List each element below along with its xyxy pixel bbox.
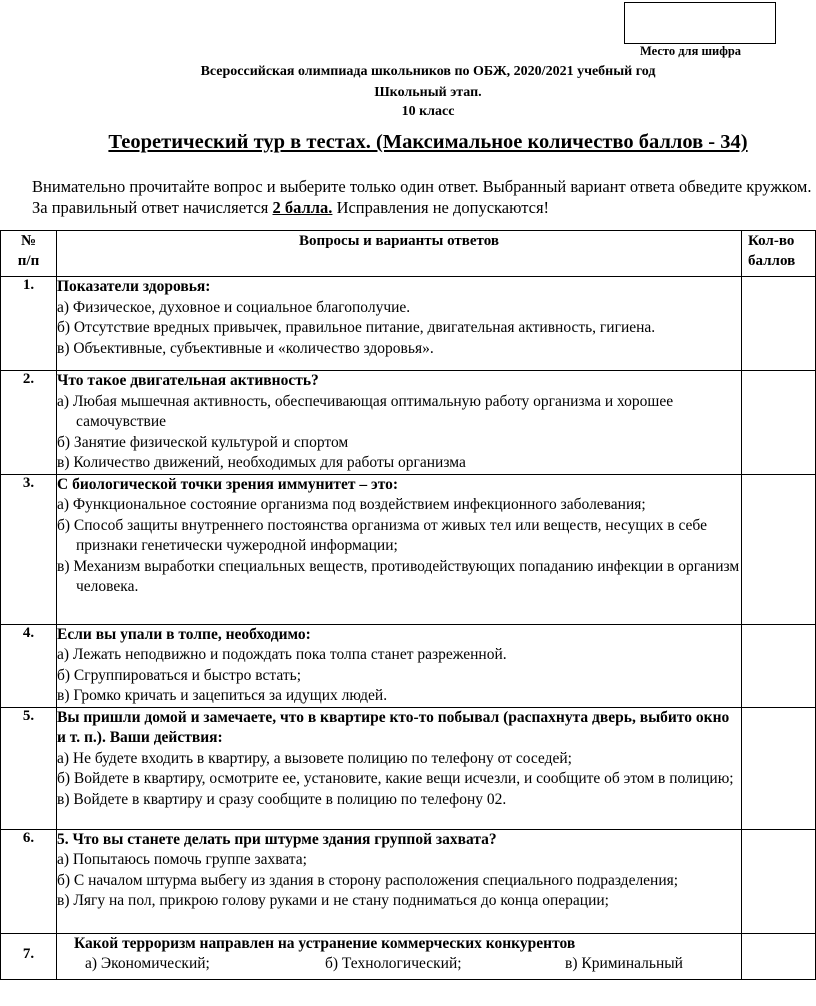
header-score: Кол-во баллов (742, 231, 816, 277)
question-text: Что такое двигательная активность? (57, 372, 319, 389)
score-cell[interactable] (742, 474, 816, 624)
table-header-row (1, 231, 816, 277)
question-text: Вы пришли домой и замечаете, что в квартире кто-то побывал (распахнута дверь, выбито окно и т. п.). Ваши действия: (57, 708, 730, 746)
answer-option[interactable]: в) Громко кричать и зацепиться за идущих людей. (57, 687, 388, 704)
row-number: 4. (1, 624, 57, 707)
answer-option[interactable]: а) Попытаюсь помочь группе захвата; (57, 851, 307, 868)
answer-option[interactable]: а) Экономический; (85, 955, 210, 972)
points-value: 2 балла. (272, 198, 333, 217)
page-title: Теоретический тур в тестах. (Максимальное количество баллов - 34) (108, 131, 748, 153)
question-cell (57, 707, 742, 829)
header-num: № п/п (1, 231, 57, 277)
question-text: С биологической точки зрения иммунитет – это: (57, 475, 399, 493)
answer-option[interactable]: б) Способ защиты внутреннего постоянства организма от живых тел или веществ, несущих в себе признаки генетически чужеродной информации; (57, 516, 707, 554)
instructions (32, 176, 812, 218)
questions-table (0, 230, 816, 980)
table-row (1, 933, 816, 979)
table-row (1, 829, 816, 933)
row-number: 5. (1, 707, 57, 829)
question-cell (57, 371, 742, 475)
answer-options-row (57, 954, 741, 975)
table-row (1, 624, 816, 707)
answer-option[interactable]: в) Механизм выработки специальных веществ, противодействующих попаданию инфекции в организм человека. (57, 557, 740, 595)
score-cell[interactable] (742, 371, 816, 475)
question-text: Какой терроризм направлен на устранение коммерческих конкурентов (74, 934, 576, 952)
answer-option[interactable]: а) Физическое, духовное и социальное благополучие. (57, 298, 411, 316)
table-row (1, 277, 816, 371)
instructions-text: Внимательно прочитайте вопрос и выберите только один ответ. Выбранный вариант ответа обведите кружком. За правильный ответ начисляется (32, 177, 812, 217)
instructions-tail: Исправления не допускаются! (332, 198, 550, 217)
grade-label: 10 класс (401, 104, 455, 119)
answer-option[interactable]: б) Занятие физической культурой и спортом (57, 433, 349, 451)
olympiad-title: Всероссийская олимпиада школьников по ОБЖ, 2020/2021 учебный год (200, 64, 656, 79)
score-cell[interactable] (742, 707, 816, 829)
question-cell (57, 829, 742, 933)
score-cell[interactable] (742, 829, 816, 933)
question-cell (57, 624, 742, 707)
question-cell (57, 933, 742, 979)
question-text: Показатели здоровья: (57, 278, 211, 295)
score-cell[interactable] (742, 624, 816, 707)
answer-option[interactable]: а) Не будете входить в квартиру, а вызовете полицию по телефону от соседей; (57, 749, 572, 767)
question-text: Если вы упали в толпе, необходимо: (57, 625, 311, 643)
table-row (1, 371, 816, 475)
row-number: 1. (1, 277, 57, 371)
question-cell (57, 474, 742, 624)
answer-option[interactable]: в) Войдете в квартиру и сразу сообщите в полицию по телефону 02. (57, 790, 507, 808)
row-number: 2. (1, 371, 57, 475)
answer-option[interactable]: в) Криминальный (565, 955, 683, 972)
answer-option[interactable]: в) Лягу на пол, прикрою голову руками и не стану подниматься до конца операции; (57, 892, 609, 909)
row-number: 7. (1, 933, 57, 979)
answer-option[interactable]: а) Лежать неподвижно и подождать пока толпа станет разреженной. (57, 646, 507, 663)
answer-option[interactable]: а) Функциональное состояние организма под воздействием инфекционного заболевания; (57, 496, 646, 513)
question-cell (57, 277, 742, 371)
answer-option[interactable]: в) Количество движений, необходимых для работы организма (57, 454, 466, 471)
question-text: 5. Что вы станете делать при штурме здания группой захвата? (57, 830, 497, 848)
answer-option[interactable]: в) Объективные, субъективные и «количество здоровья». (57, 339, 434, 357)
answer-option[interactable]: б) Сгруппироваться и быстро встать; (57, 666, 302, 684)
header-question: Вопросы и варианты ответов (57, 231, 742, 277)
stage-label: Школьный этап. (374, 85, 482, 100)
score-cell[interactable] (742, 277, 816, 371)
row-number: 3. (1, 474, 57, 624)
cipher-label: Место для шифра (640, 44, 742, 58)
answer-option[interactable]: б) Технологический; (325, 955, 462, 972)
answer-option[interactable]: б) Войдете в квартиру, осмотрите ее, установите, какие вещи исчезли, и сообщите об этом в полицию; (57, 770, 734, 787)
cipher-box (624, 2, 776, 44)
table-row (1, 474, 816, 624)
score-cell[interactable] (742, 933, 816, 979)
answer-option[interactable]: а) Любая мышечная активность, обеспечивающая оптимальную работу организма и хорошее самочувствие (57, 392, 674, 430)
table-row (1, 707, 816, 829)
answer-option[interactable]: б) С началом штурма выбегу из здания в сторону расположения специального подразделения; (57, 871, 679, 889)
answer-option[interactable]: б) Отсутствие вредных привычек, правильное питание, двигательная активность, гигиена. (57, 319, 656, 336)
row-number: 6. (1, 829, 57, 933)
